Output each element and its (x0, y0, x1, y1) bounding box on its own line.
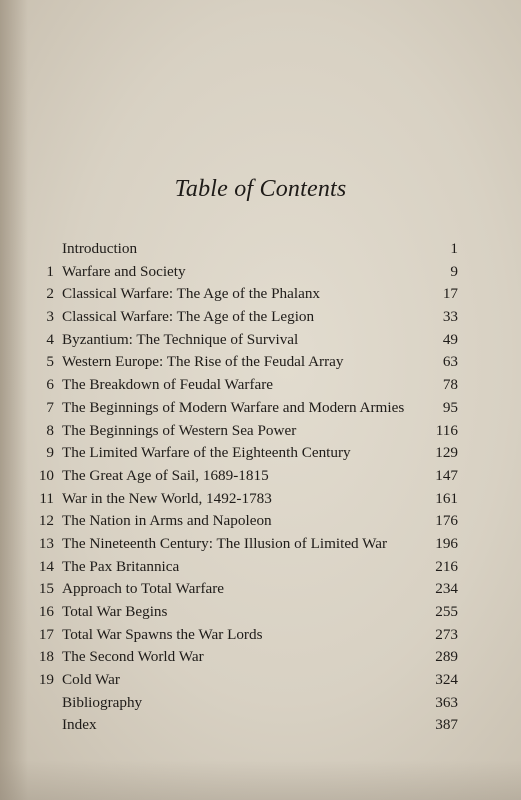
chapter-title: The Great Age of Sail, 1689-1815 (62, 466, 269, 484)
page-number: 116 (435, 421, 458, 439)
chapter-title: Total War Begins (62, 603, 168, 620)
page-number: 78 (442, 376, 458, 394)
toc-entry (40, 351, 458, 374)
page-number: 9 (450, 262, 458, 280)
page-number: 273 (435, 625, 458, 643)
toc-entry (40, 238, 458, 261)
chapter-number: 12 (38, 512, 54, 530)
chapter-title: The Limited Warfare of the Eighteenth Century (62, 444, 351, 462)
chapter-title: Index (62, 716, 97, 734)
toc-entry (40, 442, 458, 465)
chapter-title: Approach to Total Warfare (62, 580, 225, 598)
toc-entry (40, 488, 458, 511)
page-number: 63 (442, 353, 458, 371)
page-number: 363 (435, 693, 458, 711)
toc-entry (40, 261, 458, 284)
chapter-title: Bibliography (62, 693, 143, 711)
chapter-number: 4 (46, 330, 54, 348)
chapter-number: 7 (46, 398, 54, 416)
chapter-number: 15 (38, 580, 54, 598)
page-number: 234 (435, 580, 458, 598)
chapter-number: 19 (38, 671, 54, 689)
chapter-number: 5 (46, 353, 54, 371)
chapter-title: The Nation in Arms and Napoleon (62, 512, 272, 530)
page-number: 176 (435, 512, 458, 530)
chapter-number: 10 (38, 466, 54, 484)
chapter-title: Total War Spawns the War Lords (62, 625, 263, 643)
toc-entry (40, 510, 458, 533)
chapter-title: The Beginnings of Western Sea Power (62, 421, 297, 439)
chapter-number: 6 (46, 376, 54, 394)
chapter-title: War in the New World, 1492-1783 (62, 489, 272, 507)
page-title: Table of Contents (174, 176, 347, 202)
toc-entry (40, 556, 458, 579)
toc-entry (40, 465, 458, 488)
page-number: 255 (435, 603, 458, 620)
page-number: 129 (435, 444, 458, 462)
page-number: 289 (435, 648, 458, 666)
toc-entry (40, 283, 458, 306)
chapter-number: 9 (46, 444, 54, 462)
toc-entry (40, 397, 458, 420)
chapter-title: Western Europe: The Rise of the Feudal Array (62, 353, 344, 371)
chapter-title: Classical Warfare: The Age of the Legion (62, 308, 315, 326)
page-number: 387 (435, 716, 458, 734)
toc-entry (40, 374, 458, 397)
page-number: 161 (435, 489, 458, 507)
page-number: 95 (442, 398, 458, 416)
toc-entry (40, 646, 458, 669)
page-number: 196 (435, 534, 458, 552)
chapter-title: The Beginnings of Modern Warfare and Modern Armies (62, 398, 405, 416)
chapter-title: The Nineteenth Century: The Illusion of Limited War (62, 534, 388, 552)
toc-entry (40, 714, 458, 737)
toc-entry (40, 578, 458, 601)
chapter-number: 8 (46, 421, 54, 439)
chapter-number: 18 (38, 648, 54, 666)
chapter-number: 2 (46, 285, 54, 303)
page-number: 1 (450, 240, 458, 257)
chapter-title: The Breakdown of Feudal Warfare (62, 376, 274, 394)
toc-entry (40, 669, 458, 692)
toc-entry (40, 329, 458, 352)
chapter-title: Cold War (62, 671, 120, 689)
page-number: 17 (442, 285, 458, 303)
toc-entry (40, 420, 458, 443)
chapter-number: 13 (38, 534, 54, 552)
toc-entry (40, 692, 458, 715)
page-number: 33 (442, 308, 458, 326)
page-number: 216 (435, 557, 458, 575)
page-number: 324 (435, 671, 458, 689)
chapter-number: 16 (38, 603, 54, 620)
toc-entry (40, 306, 458, 329)
chapter-number: 3 (46, 308, 54, 326)
chapter-number: 11 (39, 489, 54, 507)
toc-entry (40, 533, 458, 556)
chapter-number: 14 (38, 557, 54, 575)
chapter-title: The Pax Britannica (62, 557, 180, 575)
chapter-title: Warfare and Society (62, 262, 186, 280)
page-number: 147 (435, 466, 458, 484)
chapter-number: 17 (38, 625, 54, 643)
toc-entry (40, 624, 458, 647)
table-of-contents (40, 238, 458, 737)
chapter-title: The Second World War (62, 648, 204, 666)
toc-entry (40, 601, 458, 624)
chapter-title: Classical Warfare: The Age of the Phalanx (62, 285, 321, 303)
chapter-title: Introduction (62, 240, 138, 257)
chapter-number: 1 (46, 262, 54, 280)
chapter-title: Byzantium: The Technique of Survival (62, 330, 299, 348)
page-number: 49 (442, 330, 458, 348)
